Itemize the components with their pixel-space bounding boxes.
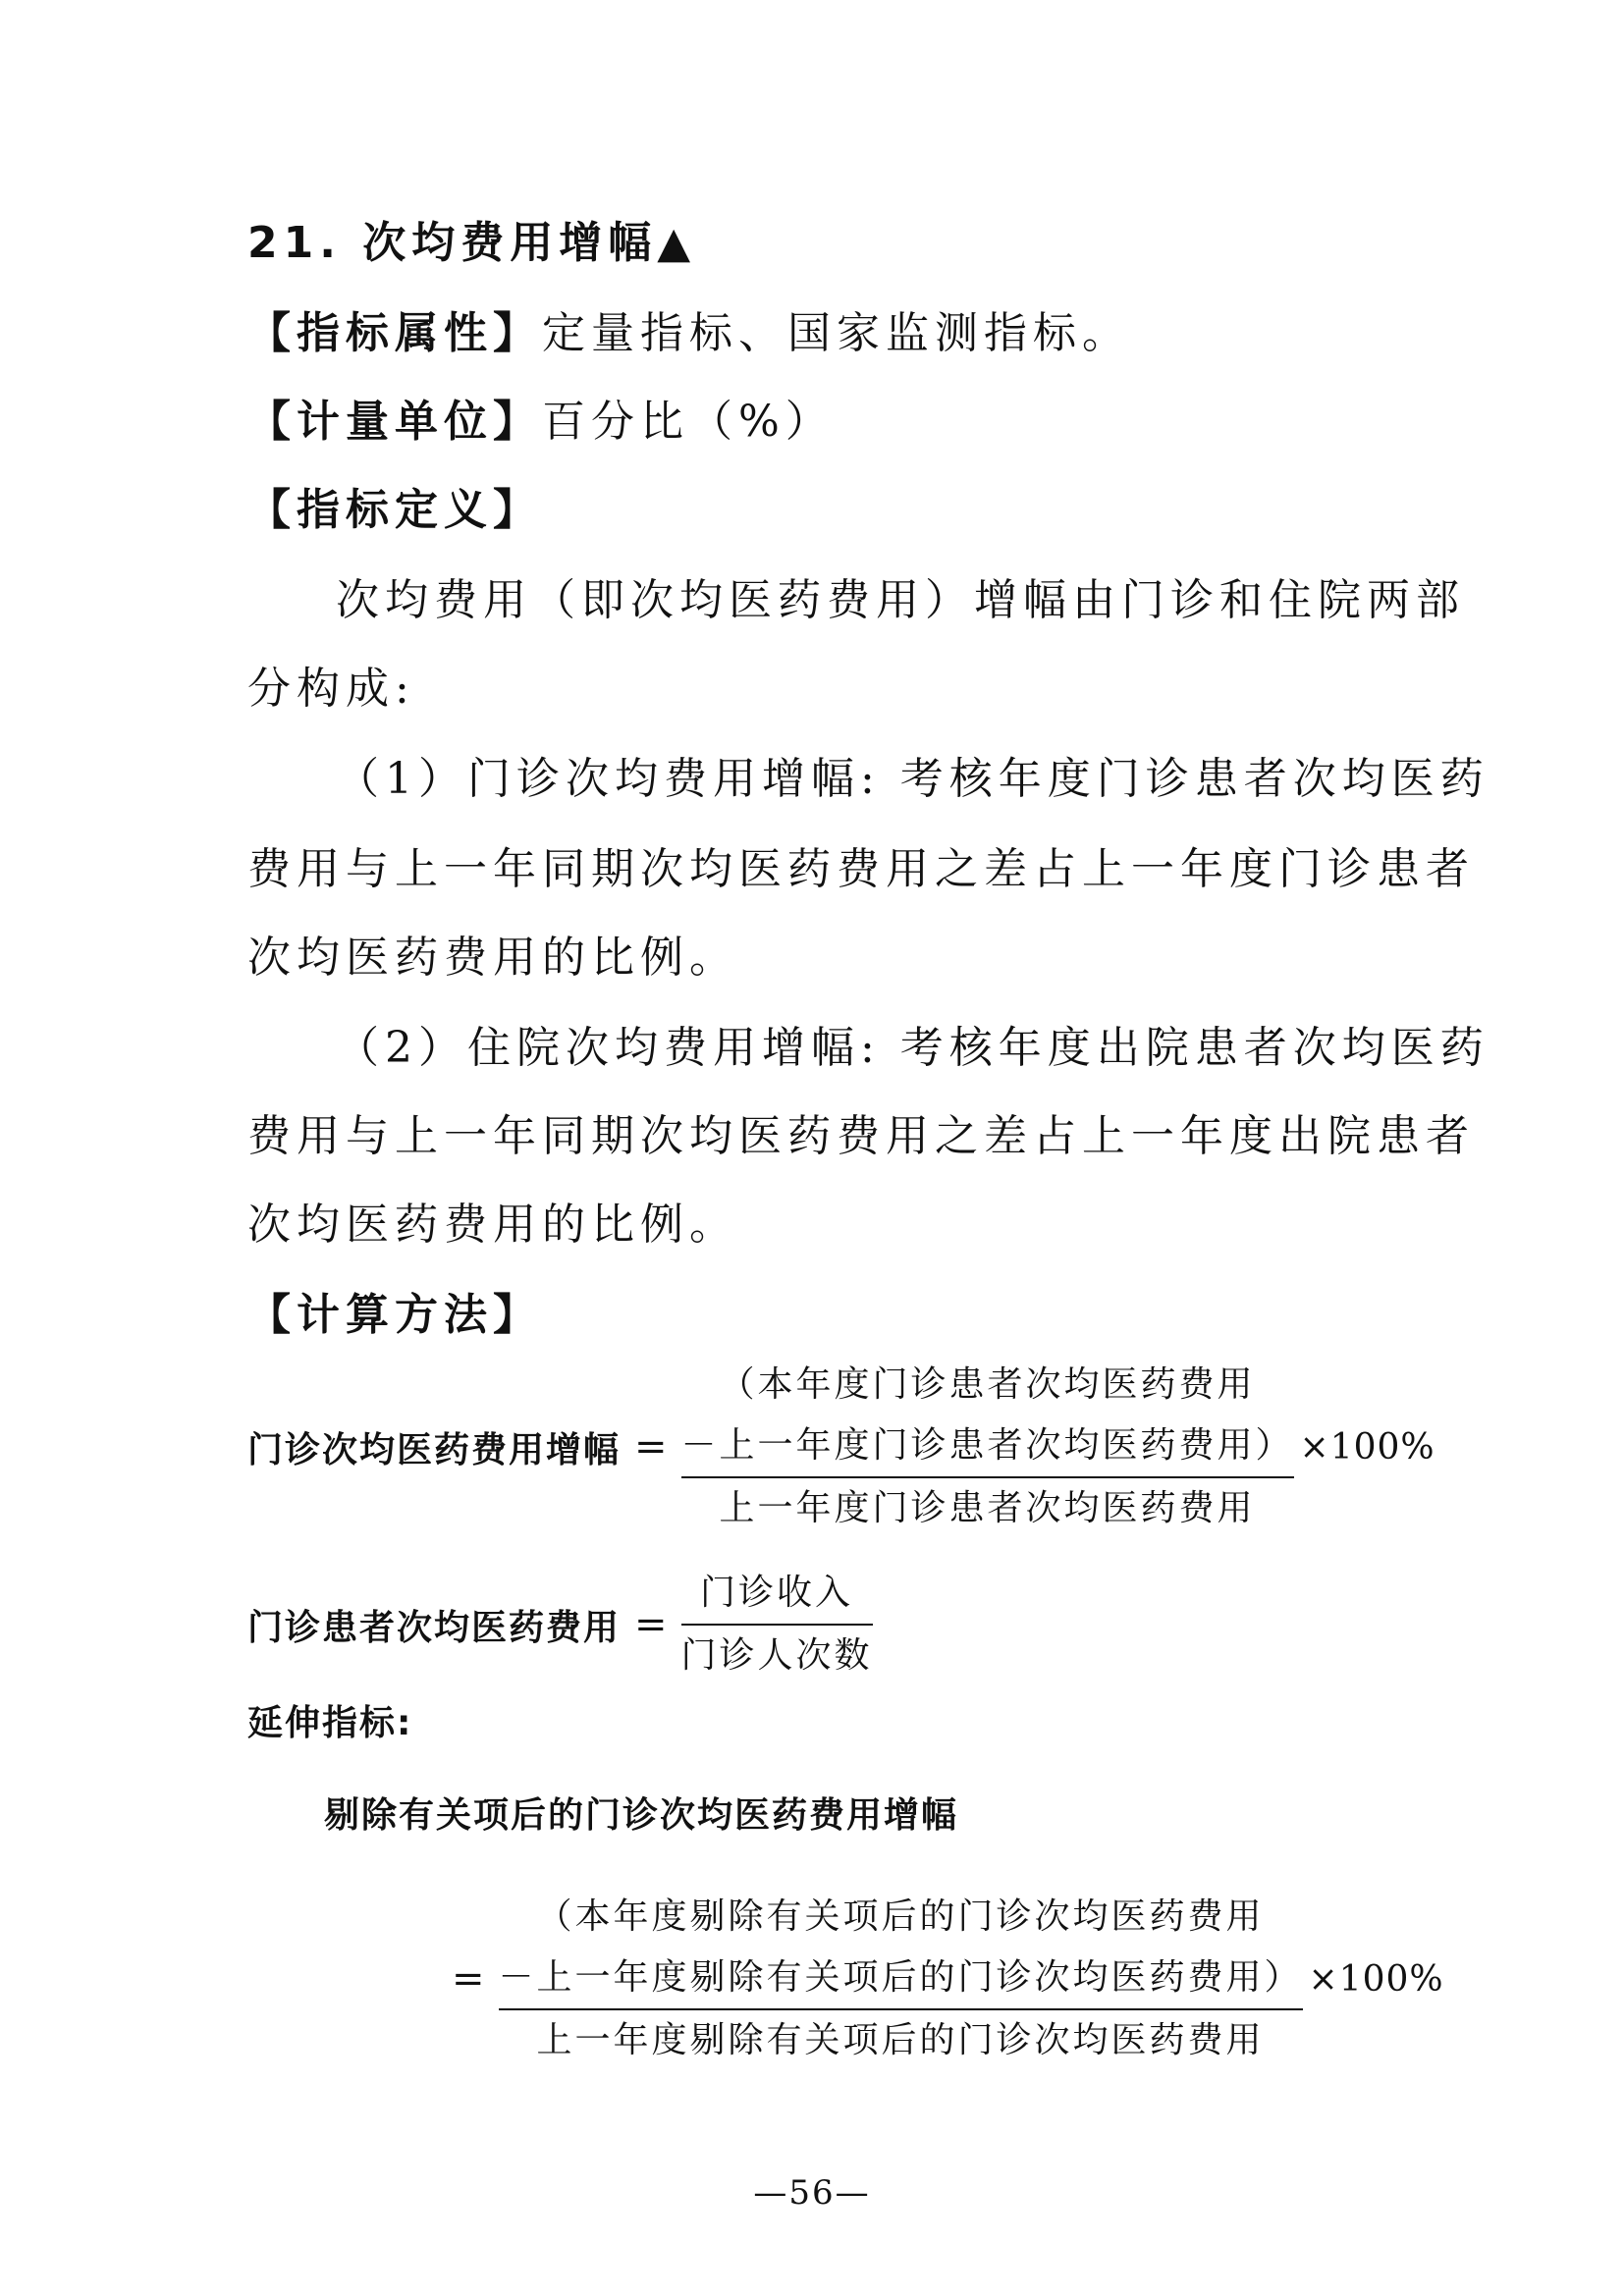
- page-number: —56—: [753, 2173, 871, 2213]
- unit-label: 【计量单位】: [247, 397, 542, 447]
- property-value: 定量指标、国家监测指标。: [542, 308, 1131, 358]
- formula1-denominator: 上一年度门诊患者次均医药费用: [719, 1488, 1256, 1528]
- formula2-fraction: [681, 1563, 873, 1686]
- formula3-numerator: [499, 1887, 1303, 2008]
- unit-value: 百分比（%）: [542, 397, 835, 447]
- formula3-fraction: [499, 1887, 1303, 2071]
- definition-intro-line1: 次均费用（即次均医药费用）增幅由门诊和住院两部: [336, 575, 1465, 625]
- definition-label: 【指标定义】: [247, 485, 542, 535]
- formula3-denominator: 上一年度剔除有关项后的门诊次均医药费用: [536, 2020, 1265, 2060]
- extension-label: 延伸指标:: [247, 1703, 413, 1743]
- formula2-name: 门诊患者次均医药费用: [247, 1607, 622, 1648]
- formula3-equals: =: [452, 1956, 485, 2002]
- formula1-multiplier: ×100%: [1299, 1426, 1435, 1468]
- formula2-equals: =: [634, 1602, 668, 1647]
- formula1-numerator: [681, 1355, 1294, 1476]
- method-label: 【计算方法】: [247, 1290, 542, 1340]
- definition-item1-line1: （1）门诊次均费用增幅: 考核年度门诊患者次均医药: [336, 754, 1489, 804]
- formula3-numerator-line1: （本年度剔除有关项后的门诊次均医药费用: [536, 1896, 1265, 1937]
- formula1-numerator-line2: －上一年度门诊患者次均医药费用）: [680, 1425, 1294, 1466]
- formula-outpatient-average: [247, 1563, 873, 1686]
- property-label: 【指标属性】: [247, 308, 542, 358]
- definition-item2-line2: 费用与上一年同期次均医药费用之差占上一年度出院患者: [247, 1111, 1475, 1161]
- definition-item1-line3: 次均医药费用的比例。: [247, 933, 738, 983]
- definition-intro-line2: 分构成:: [247, 664, 415, 714]
- extension-title: 剔除有关项后的门诊次均医药费用增幅: [324, 1795, 959, 1836]
- property-row: [247, 308, 1131, 358]
- formula1-equals: =: [634, 1424, 668, 1469]
- formula1-name: 门诊次均医药费用增幅: [247, 1429, 622, 1470]
- formula-outpatient-growth: [247, 1355, 1435, 1539]
- formula1-fraction: [681, 1355, 1294, 1539]
- unit-row: [247, 397, 835, 447]
- formula1-numerator-line1: （本年度门诊患者次均医药费用: [719, 1364, 1256, 1405]
- formula2-numerator: 门诊收入: [700, 1573, 854, 1613]
- definition-item1-line2: 费用与上一年同期次均医药费用之差占上一年度门诊患者: [247, 844, 1475, 894]
- section-title: 21. 次均费用增幅▲: [247, 218, 697, 268]
- definition-item2-line3: 次均医药费用的比例。: [247, 1200, 738, 1250]
- formula3-numerator-line2: －上一年度剔除有关项后的门诊次均医药费用）: [498, 1957, 1303, 1998]
- formula3-multiplier: ×100%: [1308, 1958, 1444, 2000]
- formula2-denominator: 门诊人次数: [680, 1635, 873, 1676]
- formula-adjusted-outpatient-growth: [438, 1887, 1444, 2071]
- definition-item2-line1: （2）住院次均费用增幅: 考核年度出院患者次均医药: [336, 1023, 1489, 1073]
